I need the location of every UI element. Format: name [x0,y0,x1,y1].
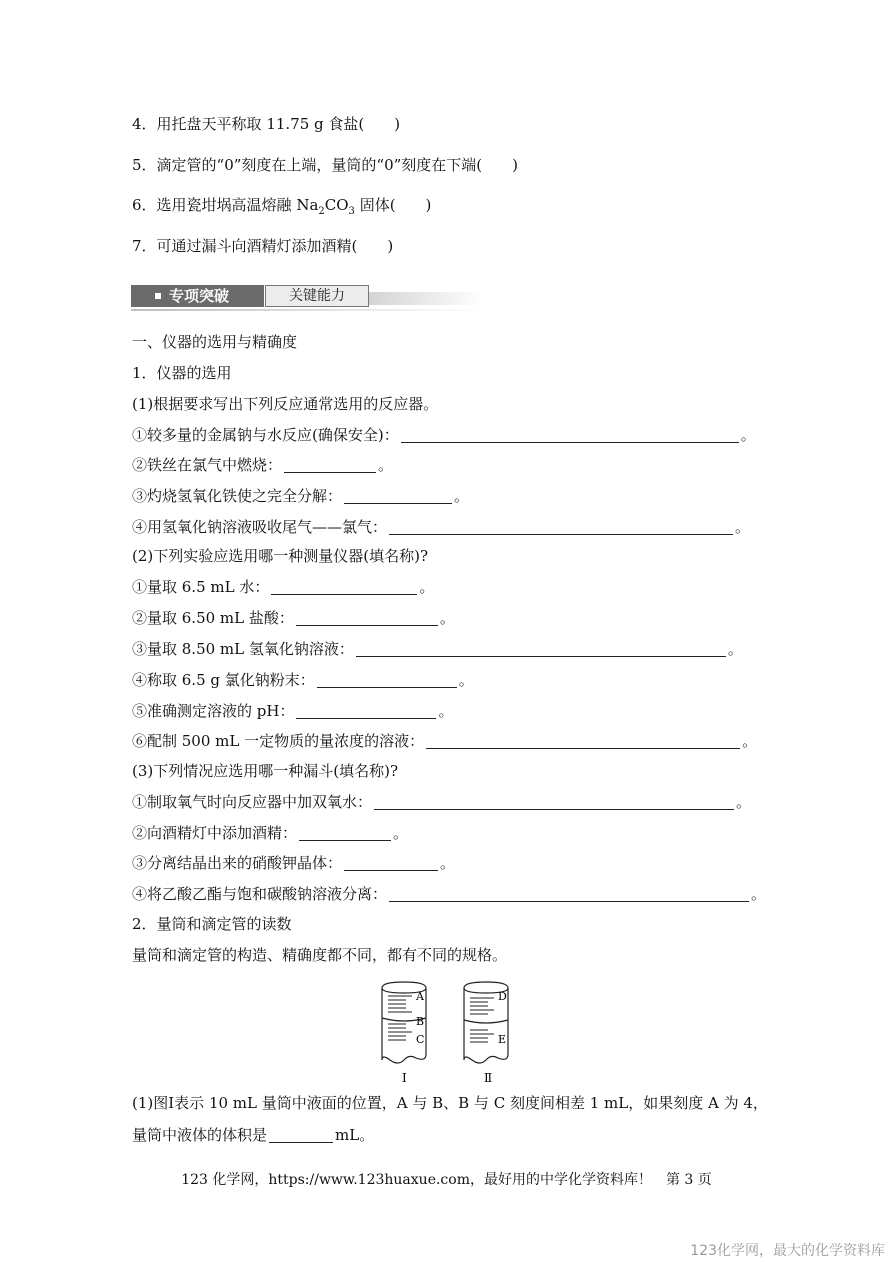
answer-blank[interactable] [269,1128,333,1143]
question-1b: ②铁丝在氯气中燃烧： 。 [132,456,394,474]
section-bar-fade [369,292,484,305]
question-2f: ⑥配制 500 mL 一定物质的量浓度的溶液： 。 [132,732,758,750]
answer-blank[interactable] [356,642,726,657]
figure-label: E [498,1033,507,1046]
figure-label: B [416,1015,425,1028]
heading-1: 一、仪器的选用与精确度 [132,333,298,351]
item-4: 4．用托盘天平称取 11.75 g 食盐( ) [132,115,401,133]
item-7: 7．可通过漏斗向酒精灯添加酒精( ) [132,237,394,255]
page-footer: 123 化学网，https://www.123huaxue.com，最好用的中学化学资料库！ 第 3 页 [181,1172,712,1188]
figure-caption-1: Ⅰ [402,1071,407,1085]
question-1a: ①较多量的金属钠与水反应(确保安全)： 。 [132,426,756,444]
question-3: (3)下列情况应选用哪一种漏斗(填名称)? [132,762,398,780]
answer-blank[interactable] [401,428,739,443]
answer-blank[interactable] [271,580,417,595]
question-2a: ①量取 6.5 mL 水： 。 [132,578,435,596]
answer-blank[interactable] [296,611,438,626]
answer-blank[interactable] [389,887,749,902]
paragraph-2: (1)图Ⅰ表示 10 mL 量筒中液面的位置，A 与 B、B 与 C 刻度间相差 1 mL，如果刻度 A 为 4， [132,1094,768,1112]
question-3c: ③分离结晶出来的硝酸钾晶体： 。 [132,854,456,872]
figure-caption-2: Ⅱ [484,1071,493,1085]
section-bar-light: 关键能力 [265,285,369,307]
answer-blank[interactable] [344,856,438,871]
figure-label: D [498,990,507,1003]
figure-label: C [416,1033,425,1046]
section-bar-rule [131,309,484,311]
question-2d: ④称取 6.5 g 氯化钠粉末： 。 [132,671,474,689]
watermark: 123化学网，最大的化学资料库 [690,1243,885,1259]
question-2: (2)下列实验应选用哪一种测量仪器(填名称)? [132,547,428,565]
question-1c: ③灼烧氢氧化铁使之完全分解： 。 [132,487,470,505]
answer-blank[interactable] [389,520,733,535]
question-3a: ①制取氧气时向反应器中加双氧水： 。 [132,793,752,811]
figure-label: A [416,990,424,1003]
question-3b: ②向酒精灯中添加酒精： 。 [132,824,409,842]
section-bar [131,283,484,311]
question-2e: ⑤准确测定溶液的 pH： 。 [132,702,454,720]
question-1: (1)根据要求写出下列反应通常选用的反应器。 [132,395,439,413]
answer-blank[interactable] [317,673,457,688]
answer-blank[interactable] [284,458,376,473]
answer-blank[interactable] [426,734,740,749]
answer-blank[interactable] [344,489,452,504]
answer-blank[interactable] [296,704,436,719]
heading-1-1: 1．仪器的选用 [132,364,232,382]
heading-1-2: 2．量筒和滴定管的读数 [132,915,292,933]
paragraph-1: 量筒和滴定管的构造、精确度都不同，都有不同的规格。 [132,946,508,964]
answer-blank[interactable] [374,795,734,810]
item-6: 6．选用瓷坩埚高温熔融 $Na_2CO_3$ 固体( ) [132,196,432,217]
question-3d: ④将乙酸乙酯与饱和碳酸钠溶液分离： 。 [132,885,767,903]
section-bar-dark: 专项突破 [131,285,264,307]
cylinder-burette-figure [376,980,526,1090]
answer-blank[interactable] [299,826,391,841]
question-2b: ②量取 6.50 mL 盐酸： 。 [132,609,455,627]
item-5: 5．滴定管的“0”刻度在上端，量筒的“0”刻度在下端( ) [132,156,519,174]
question-1d: ④用氢氧化钠溶液吸收尾气——氯气： 。 [132,518,751,536]
square-bullet-icon [155,293,161,299]
question-2c: ③量取 8.50 mL 氢氧化钠溶液： 。 [132,640,743,658]
paragraph-3: 量筒中液体的体积是 mL。 [132,1126,375,1144]
